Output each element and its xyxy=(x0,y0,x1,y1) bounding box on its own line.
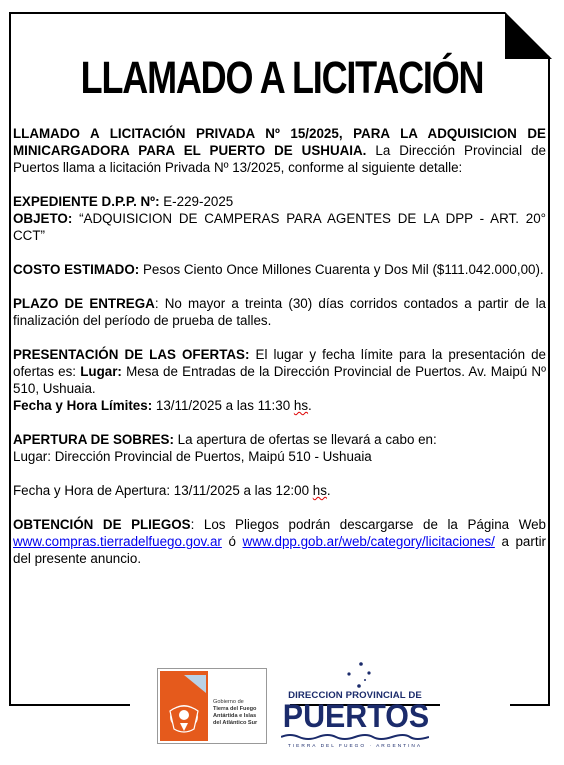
logo-text-line: Antártida e Islas xyxy=(213,713,257,719)
hours-unit: hs xyxy=(293,398,309,413)
punctuation: . xyxy=(326,483,331,498)
intro-text: La Dirección Provincial de Puertos llama a licitación Privada Nº 13/2025, conforme al siguiente detalle: xyxy=(13,143,546,175)
presentacion-text: El lugar y fecha límite para la presentación de ofertas es: xyxy=(13,347,546,379)
notice-body xyxy=(13,125,546,567)
presentacion-paragraph xyxy=(13,346,546,397)
lugar-label: Lugar: xyxy=(80,364,122,379)
expediente-line xyxy=(13,193,546,210)
costo-label: COSTO ESTIMADO: xyxy=(13,262,140,277)
dpp-link[interactable]: www.dpp.gob.ar/web/category/licitaciones/ xyxy=(242,534,495,549)
logo-left-text xyxy=(213,699,257,727)
apertura-line xyxy=(13,431,546,448)
fecha-limite-value: 13/11/2025 a las 11:30 xyxy=(152,398,294,413)
condor-emblem-icon xyxy=(160,671,208,741)
apertura-lugar: Lugar: Dirección Provincial de Puertos, Maipú 510 - Ushuaia xyxy=(13,449,372,464)
obtencion-label: OBTENCIÓN DE PLIEGOS xyxy=(13,517,191,532)
presentacion-label: PRESENTACIÓN DE LAS OFERTAS: xyxy=(13,347,250,362)
apertura-fecha-line xyxy=(13,482,546,499)
expediente-value: E-229-2025 xyxy=(159,194,234,209)
dpp-logo-line1: DIRECCION PROVINCIAL DE xyxy=(288,690,422,701)
plazo-paragraph xyxy=(13,295,546,329)
costo-value: Pesos Ciento Once Millones Cuarenta y Dos Mil ($111.042.000,00). xyxy=(139,262,544,277)
lugar-value: Mesa de Entradas de la Dirección Provincial de Puertos. Av. Maipú Nº 510, Ushuaia. xyxy=(13,364,546,396)
apertura-value: La apertura de ofertas se llevará a cabo en: xyxy=(173,432,437,447)
expediente-label: EXPEDIENTE D.P.P. Nº: xyxy=(13,194,160,209)
hours-unit: hs xyxy=(312,483,327,498)
intro-bold: LLAMADO A LICITACIÓN PRIVADA Nº 15/2025, PARA LA ADQUISICION DE MINICARGADORA PARA EL PUERTO DE USHUAIA. xyxy=(13,126,546,158)
logo-orange-block xyxy=(160,671,208,741)
punctuation: . xyxy=(308,398,312,413)
plazo-value: : No mayor a treinta (30) días corridos contados a partir de la finalización del período de prueba de talles. xyxy=(13,296,547,328)
folded-corner-icon xyxy=(505,12,552,59)
objeto-label: OBJETO: xyxy=(13,211,73,226)
objeto-line xyxy=(13,210,546,244)
plazo-label: PLAZO DE ENTREGA xyxy=(13,296,155,311)
obtencion-end: a partir del presente anuncio. xyxy=(13,534,546,566)
southern-cross-icon xyxy=(339,660,379,690)
page-title: LLAMADO A LICITACIÓN xyxy=(80,52,484,103)
objeto-value: “ADQUISICION DE CAMPERAS PARA AGENTES DE LA DPP - ART. 20° CCT” xyxy=(13,211,546,243)
logo-text-line: del Atlántico Sur xyxy=(213,720,258,726)
fecha-limite-label: Fecha y Hora Límites: xyxy=(13,398,153,413)
apertura-label: APERTURA DE SOBRES: xyxy=(13,432,174,447)
fecha-limite-line xyxy=(13,397,546,414)
gobierno-tdf-logo xyxy=(157,668,267,744)
compras-link[interactable]: www.compras.tierradelfuego.gov.ar xyxy=(13,534,222,549)
logo-text-line: Tierra del Fuego xyxy=(213,706,257,712)
obtencion-text: : Los Pliegos podrán descargarse de la Página Web xyxy=(190,517,546,532)
obtencion-paragraph xyxy=(13,516,546,567)
dpp-logo xyxy=(279,660,431,755)
apertura-fecha: Fecha y Hora de Apertura: 13/11/2025 a las 12:00 xyxy=(13,483,313,498)
frame-gap xyxy=(440,703,510,709)
costo-line xyxy=(13,261,546,278)
dpp-logo-line3: TIERRA DEL FUEGO · ARGENTINA xyxy=(287,744,423,749)
dpp-logo-line2: PUERTOS xyxy=(282,698,430,734)
wave-icon xyxy=(281,733,429,741)
logo-text-line: Gobierno de xyxy=(213,699,244,705)
separator: ó xyxy=(221,534,243,549)
intro-paragraph xyxy=(13,125,546,176)
